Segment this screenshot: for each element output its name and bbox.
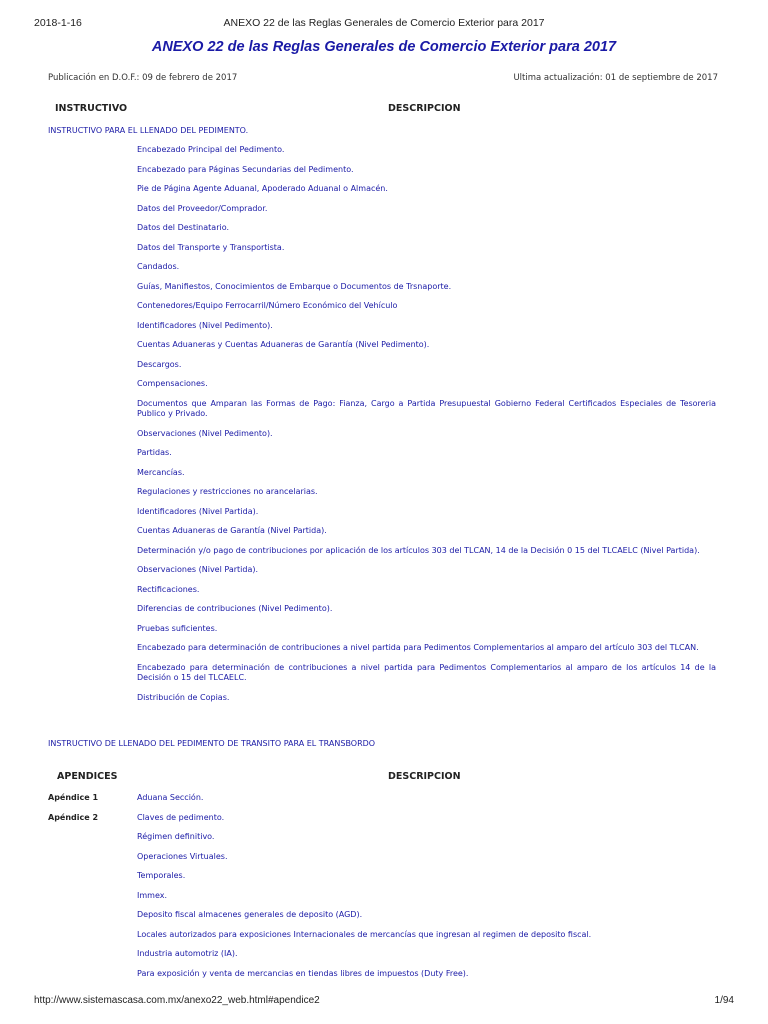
instructivo-item-link[interactable]: Encabezado para Páginas Secundarias del Pedimento.: [137, 164, 354, 174]
instructivo-item-link[interactable]: Compensaciones.: [137, 379, 208, 388]
apendice-description-link[interactable]: Claves de pedimento.: [137, 812, 225, 822]
instructivo-item-link[interactable]: Descargos.: [137, 359, 182, 369]
document-title: ANEXO 22 de las Reglas Generales de Comercio Exterior para 2017: [151, 39, 617, 55]
instructivo-item-link[interactable]: Cuentas Aduaneras de Garantía (Nivel Partida).: [137, 526, 327, 535]
apendices-list: [48, 793, 716, 988]
apendice-row: [48, 813, 716, 824]
instructivo-item-link[interactable]: Pruebas suficientes.: [137, 623, 218, 633]
instructivo-item-link[interactable]: Encabezado para determinación de contribuciones a nivel partida para Pedimentos Complementarios al amparo de los artículos 14 de la Decisión o 15 del TLCAELC.: [137, 662, 716, 682]
instructivo-item-link[interactable]: Encabezado para determinación de contribuciones a nivel partida para Pedimentos Complementarios al amparo del artículo 303 del TLCAN.: [137, 643, 699, 652]
instructivo-item-link[interactable]: Guías, Manifiestos, Conocimientos de Embarque o Documentos de Trsnaporte.: [137, 281, 452, 291]
apendice-row: [48, 969, 716, 980]
apendice-description-link[interactable]: Industria automotriz (IA).: [137, 949, 238, 958]
apendice-number: Apéndice 2: [48, 812, 99, 822]
apendice-row: [48, 852, 716, 863]
instructivo-column-header: INSTRUCTIVO: [55, 103, 128, 114]
instructivo-item-link[interactable]: Determinación y/o pago de contribuciones por aplicación de los artículos 303 del TLCAN, 14 de la Decisión 0 15 del TLCAELC (Nivel Partida).: [137, 545, 700, 555]
apendice-description-link[interactable]: Operaciones Virtuales.: [137, 851, 228, 861]
instructivo-item-link[interactable]: Documentos que Amparan las Formas de Pago: Fianza, Cargo a Partida Presupuestal Gobierno Federal Certificados Especiales de Tesoreria Publico y Privado.: [137, 398, 716, 418]
apendice-description-link[interactable]: Aduana Sección.: [137, 793, 204, 802]
apendice-row: [48, 930, 716, 941]
instructivo-item-link[interactable]: Identificadores (Nivel Pedimento).: [137, 320, 273, 330]
page-number: 1/94: [714, 995, 734, 1006]
publication-meta: [48, 73, 718, 87]
instructivo-item-link[interactable]: Partidas.: [137, 448, 172, 457]
apendice-row: [48, 910, 716, 921]
instructivo-item-link[interactable]: Datos del Transporte y Transportista.: [137, 242, 285, 252]
last-update-date: Ultima actualización: 01 de septiembre de 2017: [513, 73, 718, 83]
instructivo-item-link[interactable]: Distribución de Copias.: [137, 692, 230, 702]
apendice-description-link[interactable]: Immex.: [137, 890, 168, 900]
instructivo-item-link[interactable]: Datos del Proveedor/Comprador.: [137, 203, 268, 213]
print-header: [34, 17, 734, 31]
apendices-descripcion-column-header: DESCRIPCION: [388, 771, 461, 782]
apendice-row: [48, 793, 716, 804]
transito-transbordo-link[interactable]: INSTRUCTIVO DE LLENADO DEL PEDIMENTO DE TRANSITO PARA EL TRANSBORDO: [48, 739, 376, 748]
apendice-row: [48, 871, 716, 882]
instructivo-item-link[interactable]: Observaciones (Nivel Pedimento).: [137, 428, 273, 438]
apendice-description-link[interactable]: Locales autorizados para exposiciones Internacionales de mercancías que ingresan al regimen de deposito fiscal.: [137, 929, 592, 939]
print-date: 2018-1-16: [34, 17, 82, 29]
descripcion-column-header: DESCRIPCION: [388, 103, 461, 114]
instructivo-item-link[interactable]: Cuentas Aduaneras y Cuentas Aduaneras de Garantía (Nivel Pedimento).: [137, 340, 430, 349]
apendice-row: [48, 891, 716, 902]
instructivo-item-link[interactable]: Pie de Página Agente Aduanal, Apoderado Aduanal o Almacén.: [137, 184, 388, 193]
print-title: ANEXO 22 de las Reglas Generales de Comercio Exterior para 2017: [223, 17, 545, 29]
publication-date: Publicación en D.O.F.: 09 de febrero de 2017: [48, 73, 238, 83]
print-footer: [34, 995, 734, 1009]
instructivo-item-link[interactable]: Candados.: [137, 262, 180, 271]
apendice-description-link[interactable]: Deposito fiscal almacenes generales de deposito (AGD).: [137, 910, 363, 919]
apendice-row: [48, 949, 716, 960]
instructivo-item-link[interactable]: Regulaciones y restricciones no arancelarias.: [137, 487, 318, 496]
apendice-number: Apéndice 1: [48, 793, 99, 802]
instructivo-pedimento-link[interactable]: INSTRUCTIVO PARA EL LLENADO DEL PEDIMENTO.: [48, 126, 249, 135]
page-url: http://www.sistemascasa.com.mx/anexo22_web.html#apendice2: [34, 995, 320, 1006]
apendice-description-link[interactable]: Temporales.: [137, 871, 186, 880]
apendices-column-header: APENDICES: [57, 771, 118, 782]
instructivo-item-link[interactable]: Mercancías.: [137, 467, 185, 477]
instructivo-item-link[interactable]: Rectificaciones.: [137, 584, 200, 594]
instructivo-item-link[interactable]: Diferencias de contribuciones (Nivel Pedimento).: [137, 604, 333, 613]
instructivo-item-link[interactable]: Contenedores/Equipo Ferrocarril/Número Económico del Vehículo: [137, 301, 398, 310]
instructivo-item-link[interactable]: Identificadores (Nivel Partida).: [137, 506, 259, 516]
apendice-row: [48, 832, 716, 843]
apendice-description-link[interactable]: Para exposición y venta de mercancias en tiendas libres de impuestos (Duty Free).: [137, 968, 469, 978]
instructivo-item-link[interactable]: Datos del Destinatario.: [137, 223, 229, 232]
instructivo-item-link[interactable]: Observaciones (Nivel Partida).: [137, 565, 259, 574]
apendice-description-link[interactable]: Régimen definitivo.: [137, 832, 215, 841]
instructivo-item-link[interactable]: Encabezado Principal del Pedimento.: [137, 145, 285, 154]
instructivo-items-list: [137, 145, 716, 712]
